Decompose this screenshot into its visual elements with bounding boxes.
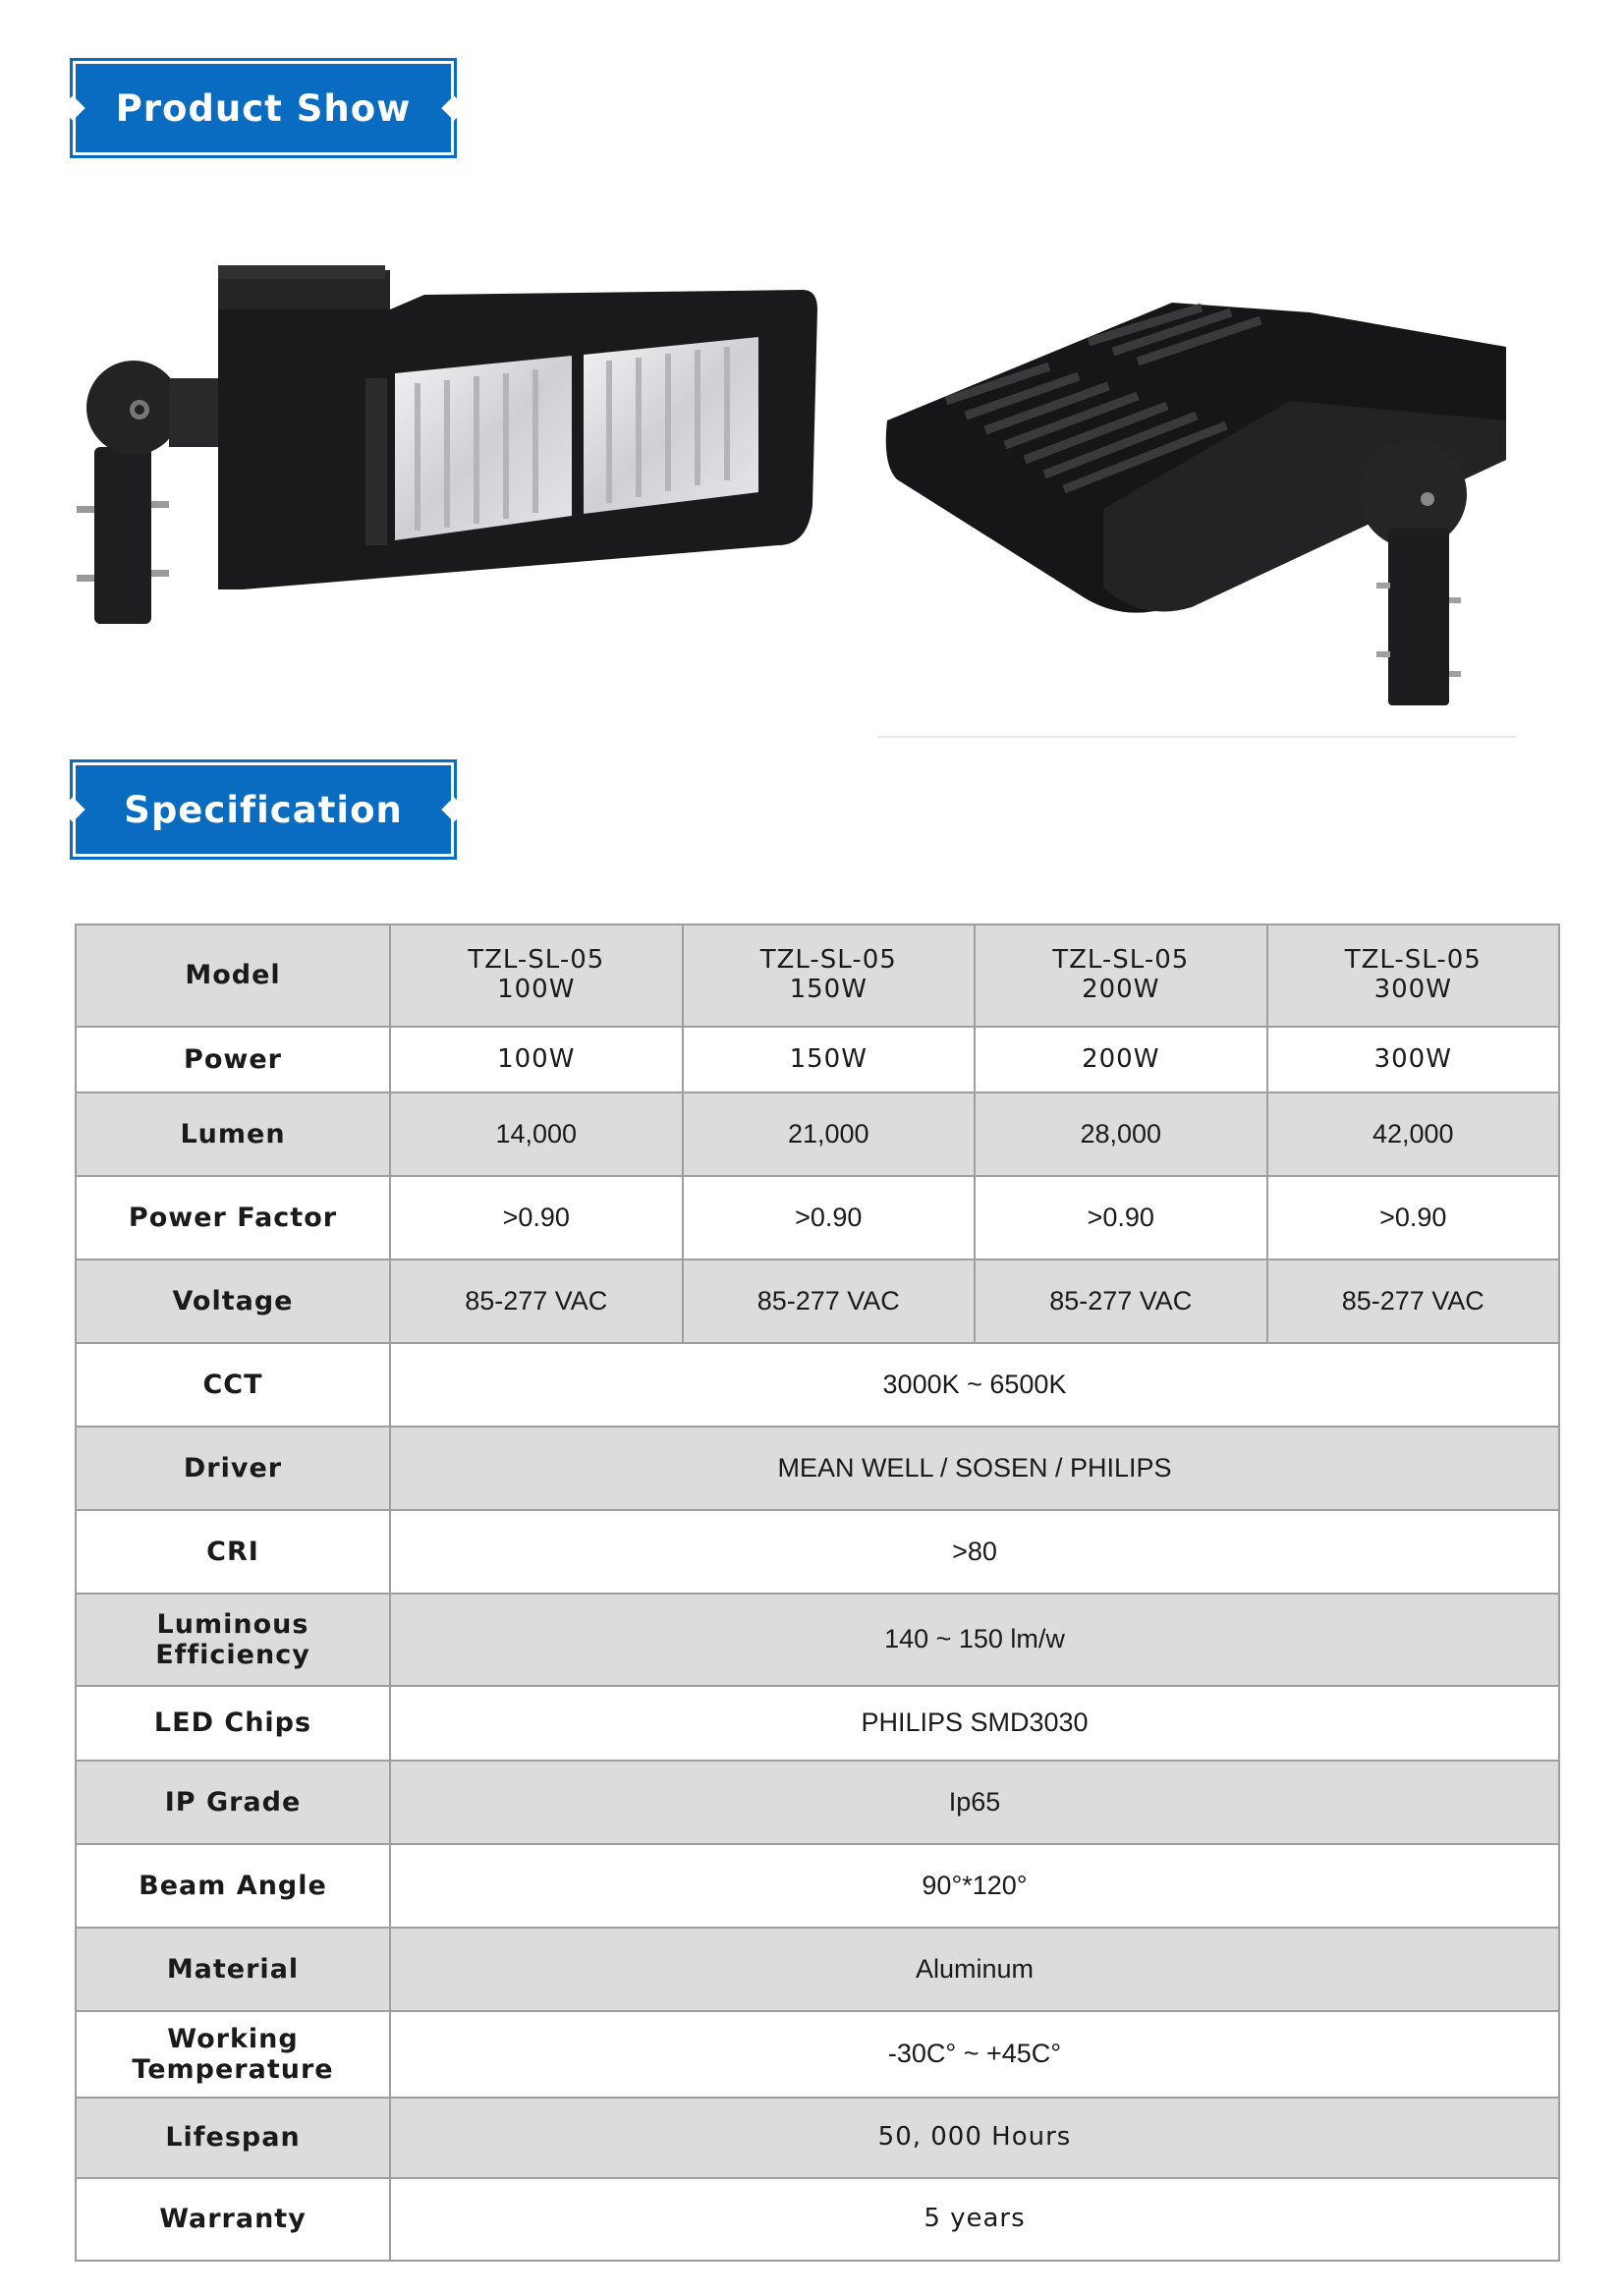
specification-title: Specification: [124, 788, 403, 831]
table-row-working-temperature: [76, 2011, 1559, 2098]
table-row-beam-angle: [76, 1844, 1559, 1928]
row-label: Model: [76, 924, 390, 1027]
row-label: Driver: [76, 1427, 390, 1510]
table-row-material: [76, 1928, 1559, 2011]
table-cell: 85-277 VAC: [390, 1260, 683, 1343]
table-cell: 85-277 VAC: [975, 1260, 1267, 1343]
product-show-banner: [73, 61, 454, 155]
product-show-title: Product Show: [115, 86, 412, 130]
specification-table: [75, 924, 1560, 2262]
table-row-led-chips: [76, 1686, 1559, 1761]
table-row-lifespan: [76, 2098, 1559, 2178]
row-label: Material: [76, 1928, 390, 2011]
model-cell: TZL-SL-05 150W: [683, 924, 976, 1027]
table-row-power-factor: [76, 1176, 1559, 1260]
row-label: Voltage: [76, 1260, 390, 1343]
table-row-lumen: [76, 1092, 1559, 1176]
table-cell: 5 years: [390, 2178, 1559, 2261]
table-cell: PHILIPS SMD3030: [390, 1686, 1559, 1761]
table-cell: >0.90: [683, 1176, 976, 1260]
table-row-driver: [76, 1427, 1559, 1510]
table-cell: 300W: [1267, 1027, 1560, 1092]
table-cell: >80: [390, 1510, 1559, 1594]
table-cell: 150W: [683, 1027, 976, 1092]
row-label: Lumen: [76, 1092, 390, 1176]
table-cell: >0.90: [975, 1176, 1267, 1260]
table-row-power: [76, 1027, 1559, 1092]
table-cell: 200W: [975, 1027, 1267, 1092]
model-cell: TZL-SL-05 100W: [390, 924, 683, 1027]
row-label: IP Grade: [76, 1761, 390, 1844]
table-cell: 50, 000 Hours: [390, 2098, 1559, 2178]
table-cell: 140 ~ 150 lm/w: [390, 1594, 1559, 1686]
row-label: Power: [76, 1027, 390, 1092]
table-cell: -30C° ~ +45C°: [390, 2011, 1559, 2098]
table-cell: Aluminum: [390, 1928, 1559, 2011]
table-cell: 3000K ~ 6500K: [390, 1343, 1559, 1427]
row-label: CCT: [76, 1343, 390, 1427]
street-light-front-photo: [71, 251, 819, 644]
table-cell: >0.90: [1267, 1176, 1560, 1260]
table-row-ip-grade: [76, 1761, 1559, 1844]
row-label: Warranty: [76, 2178, 390, 2261]
table-row-luminous-efficiency: [76, 1594, 1559, 1686]
table-cell: 21,000: [683, 1092, 976, 1176]
table-cell: 28,000: [975, 1092, 1267, 1176]
table-cell: MEAN WELL / SOSEN / PHILIPS: [390, 1427, 1559, 1510]
table-row-warranty: [76, 2178, 1559, 2261]
row-label: Luminous Efficiency: [76, 1594, 390, 1686]
model-cell: TZL-SL-05 200W: [975, 924, 1267, 1027]
table-cell: Ip65: [390, 1761, 1559, 1844]
table-cell: 42,000: [1267, 1092, 1560, 1176]
row-label: LED Chips: [76, 1686, 390, 1761]
row-label: Lifespan: [76, 2098, 390, 2178]
table-row-cct: [76, 1343, 1559, 1427]
table-cell: 14,000: [390, 1092, 683, 1176]
table-cell: 90°*120°: [390, 1844, 1559, 1928]
row-label: Beam Angle: [76, 1844, 390, 1928]
table-cell: 85-277 VAC: [683, 1260, 976, 1343]
table-cell: >0.90: [390, 1176, 683, 1260]
table-cell: 100W: [390, 1027, 683, 1092]
row-label: Power Factor: [76, 1176, 390, 1260]
row-label: CRI: [76, 1510, 390, 1594]
table-row-cri: [76, 1510, 1559, 1594]
row-label: Working Temperature: [76, 2011, 390, 2098]
table-cell: 85-277 VAC: [1267, 1260, 1560, 1343]
street-light-back-photo: [877, 283, 1516, 740]
model-cell: TZL-SL-05 300W: [1267, 924, 1560, 1027]
table-row-model: [76, 924, 1559, 1027]
table-row-voltage: [76, 1260, 1559, 1343]
specification-banner: [73, 762, 454, 857]
